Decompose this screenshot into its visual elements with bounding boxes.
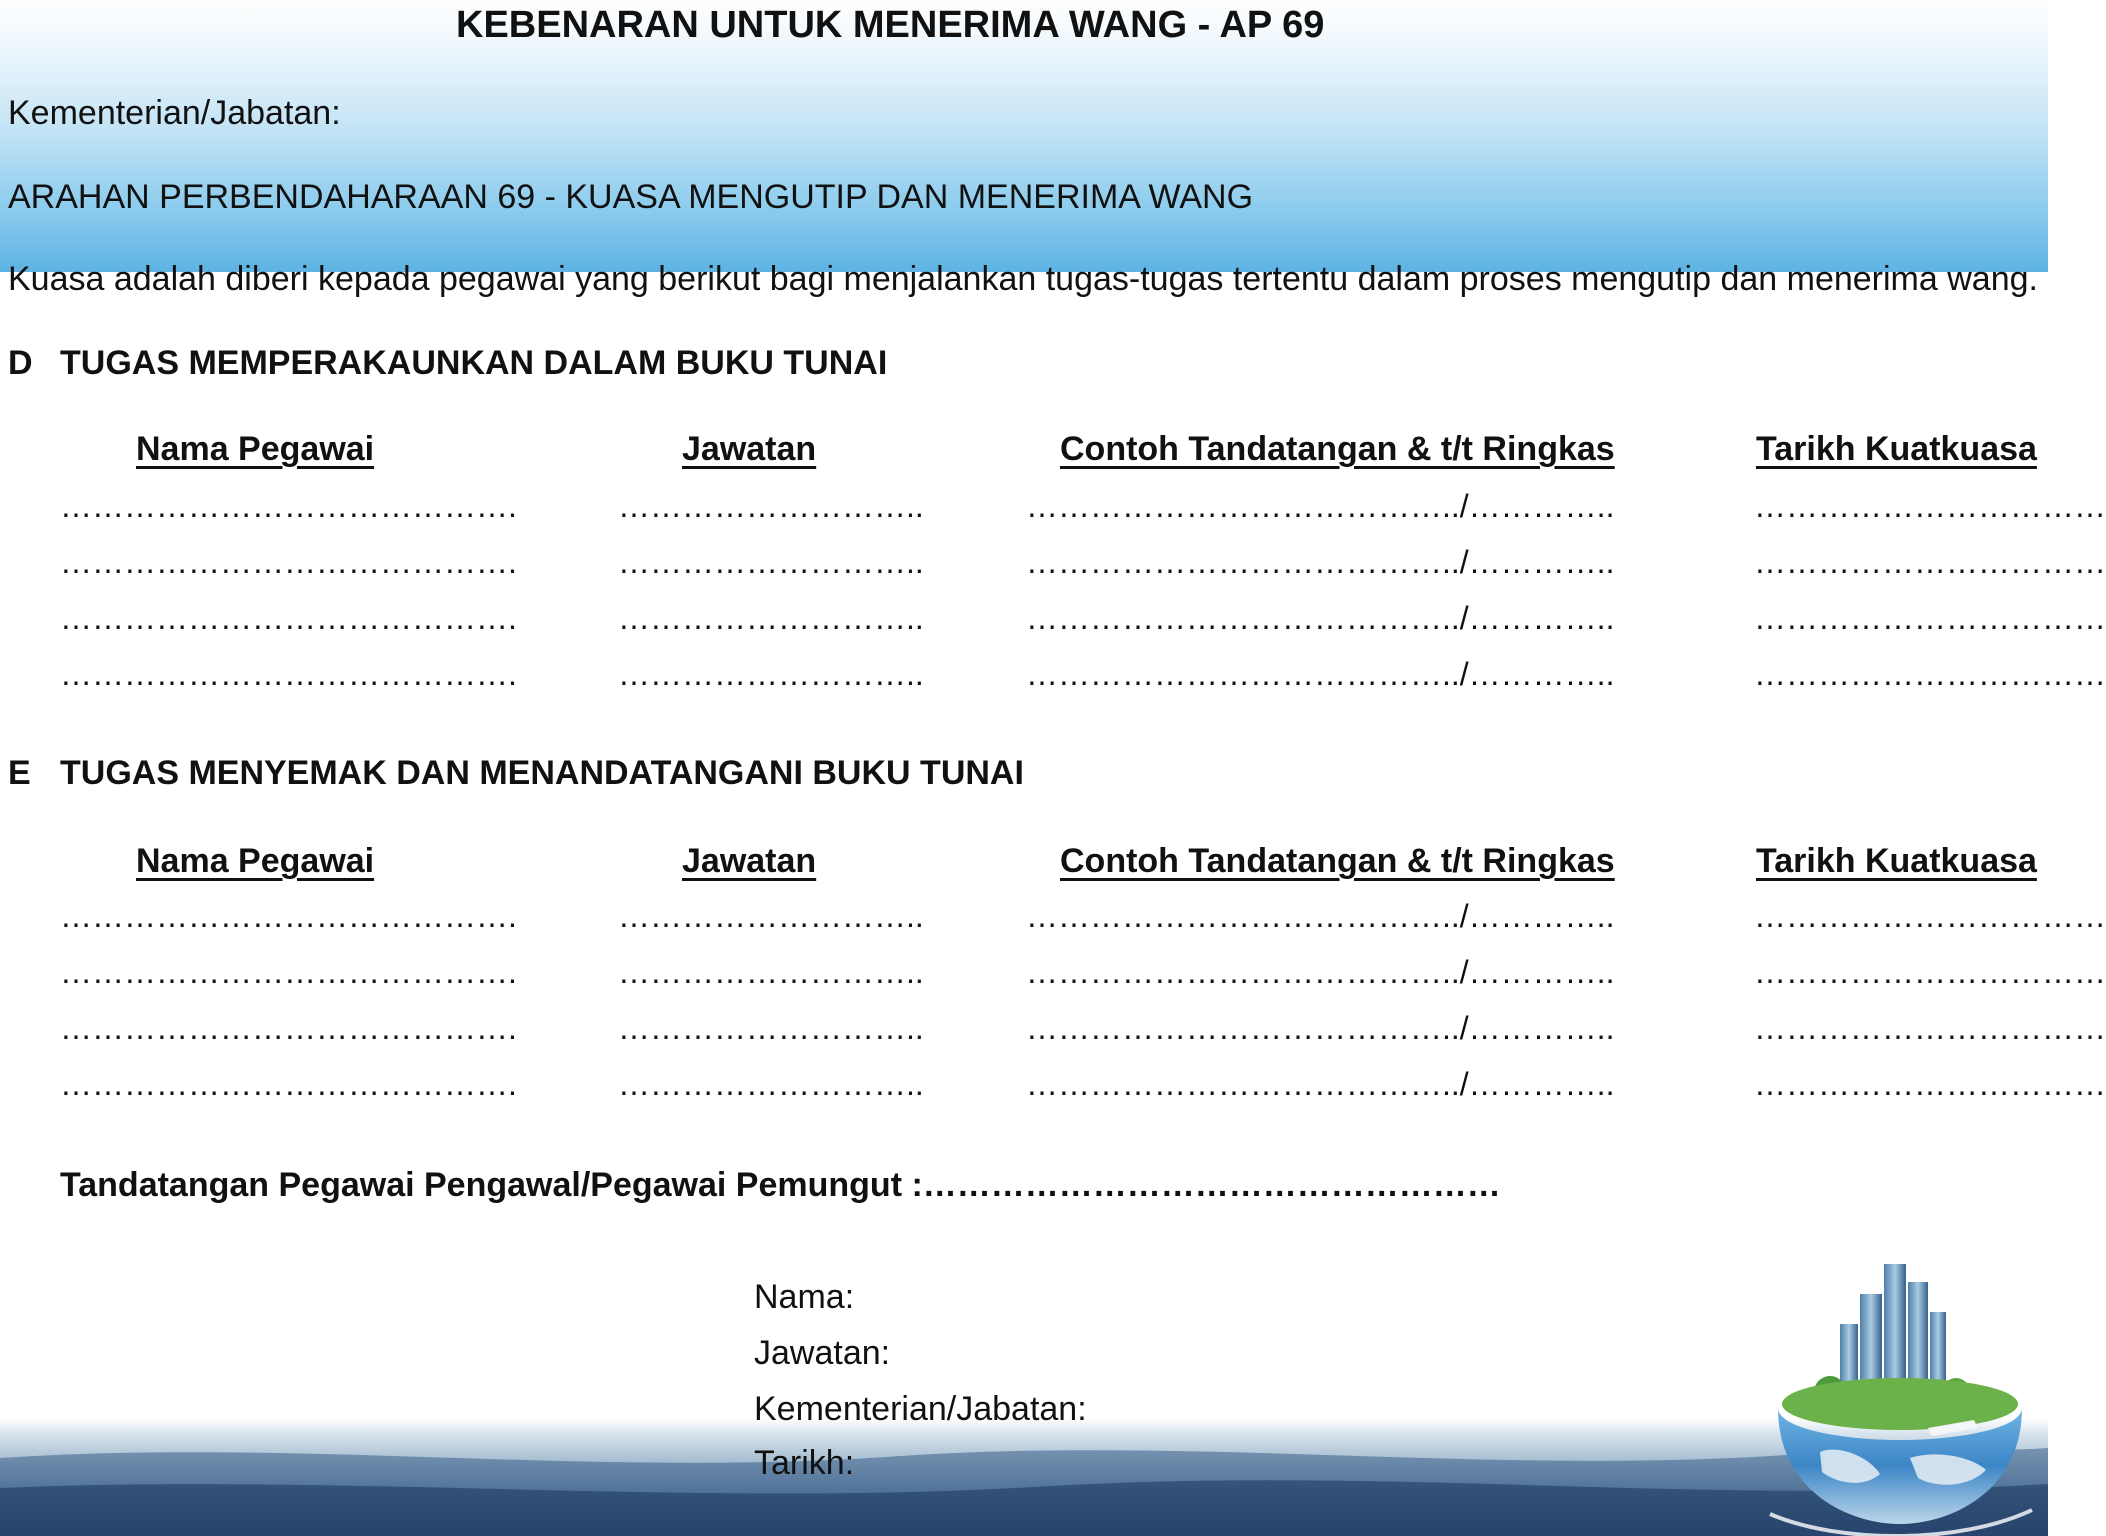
date-field[interactable]: …………………………… <box>1754 898 2106 934</box>
name-field[interactable]: ……………………………………. <box>60 898 517 934</box>
name-field[interactable]: ……………………………………. <box>60 600 517 636</box>
date-field[interactable]: …………………………… <box>1754 1010 2106 1046</box>
signature-field[interactable]: …………………………………../………….. <box>1026 488 1615 524</box>
position-field[interactable]: ……………………….. <box>618 488 924 524</box>
name-field[interactable]: ……………………………………. <box>60 544 517 580</box>
date-field[interactable]: …………………………… <box>1754 544 2106 580</box>
column-header-date: Tarikh Kuatkuasa <box>1756 842 2037 880</box>
signer-date-label: Tarikh: <box>754 1444 855 1482</box>
water-wave-decoration <box>0 1418 2048 1536</box>
column-header-name: Nama Pegawai <box>136 842 375 880</box>
signer-ministry-label: Kementerian/Jabatan: <box>754 1390 1087 1428</box>
date-field[interactable]: …………………………… <box>1754 1066 2106 1102</box>
signature-field[interactable]: …………………………………../………….. <box>1026 1066 1615 1102</box>
globe-city-icon <box>1760 1252 2040 1536</box>
column-header-date: Tarikh Kuatkuasa <box>1756 430 2037 468</box>
directive-heading: ARAHAN PERBENDAHARAAN 69 - KUASA MENGUTIP DAN MENERIMA WANG <box>8 178 1254 216</box>
section-title: TUGAS MENYEMAK DAN MENANDATANGANI BUKU TUNAI <box>60 754 1024 792</box>
column-header-position: Jawatan <box>682 842 817 880</box>
name-field[interactable]: ……………………………………. <box>60 488 517 524</box>
signature-field[interactable]: …………………………………../………….. <box>1026 656 1615 692</box>
date-field[interactable]: …………………………… <box>1754 488 2106 524</box>
controlling-officer-signature-line[interactable]: Tandatangan Pegawai Pengawal/Pegawai Pemungut :…………………………………………… <box>60 1166 1501 1204</box>
intro-text: Kuasa adalah diberi kepada pegawai yang berikut bagi menjalankan tugas-tugas tertentu dalam proses mengutip dan menerima wang. <box>8 260 2038 298</box>
section-e-heading <box>8 754 1024 793</box>
position-field[interactable]: ……………………….. <box>618 1010 924 1046</box>
date-field[interactable]: …………………………… <box>1754 954 2106 990</box>
signer-name-label: Nama: <box>754 1278 855 1316</box>
column-header-signature: Contoh Tandatangan & t/t Ringkas <box>1060 842 1615 880</box>
name-field[interactable]: ……………………………………. <box>60 656 517 692</box>
footer-water-band <box>0 1418 2048 1536</box>
name-field[interactable]: ……………………………………. <box>60 1010 517 1046</box>
position-field[interactable]: ……………………….. <box>618 1066 924 1102</box>
document-title: KEBENARAN UNTUK MENERIMA WANG - AP 69 <box>456 4 1325 46</box>
signature-field[interactable]: …………………………………../………….. <box>1026 1010 1615 1046</box>
position-field[interactable]: ……………………….. <box>618 600 924 636</box>
section-letter: E <box>8 754 31 792</box>
name-field[interactable]: ……………………………………. <box>60 1066 517 1102</box>
signature-field[interactable]: …………………………………../………….. <box>1026 954 1615 990</box>
position-field[interactable]: ……………………….. <box>618 544 924 580</box>
column-header-signature: Contoh Tandatangan & t/t Ringkas <box>1060 430 1615 468</box>
signature-field[interactable]: …………………………………../………….. <box>1026 544 1615 580</box>
position-field[interactable]: ……………………….. <box>618 898 924 934</box>
date-field[interactable]: …………………………… <box>1754 656 2106 692</box>
date-field[interactable]: …………………………… <box>1754 600 2106 636</box>
signature-field[interactable]: …………………………………../………….. <box>1026 898 1615 934</box>
column-header-name: Nama Pegawai <box>136 430 375 468</box>
section-letter: D <box>8 344 33 382</box>
name-field[interactable]: ……………………………………. <box>60 954 517 990</box>
ministry-label: Kementerian/Jabatan: <box>8 94 341 132</box>
position-field[interactable]: ……………………….. <box>618 656 924 692</box>
column-header-position: Jawatan <box>682 430 817 468</box>
signature-field[interactable]: …………………………………../………….. <box>1026 600 1615 636</box>
section-d-heading <box>8 344 887 383</box>
signer-position-label: Jawatan: <box>754 1334 891 1372</box>
section-title: TUGAS MEMPERAKAUNKAN DALAM BUKU TUNAI <box>60 344 888 382</box>
position-field[interactable]: ……………………….. <box>618 954 924 990</box>
